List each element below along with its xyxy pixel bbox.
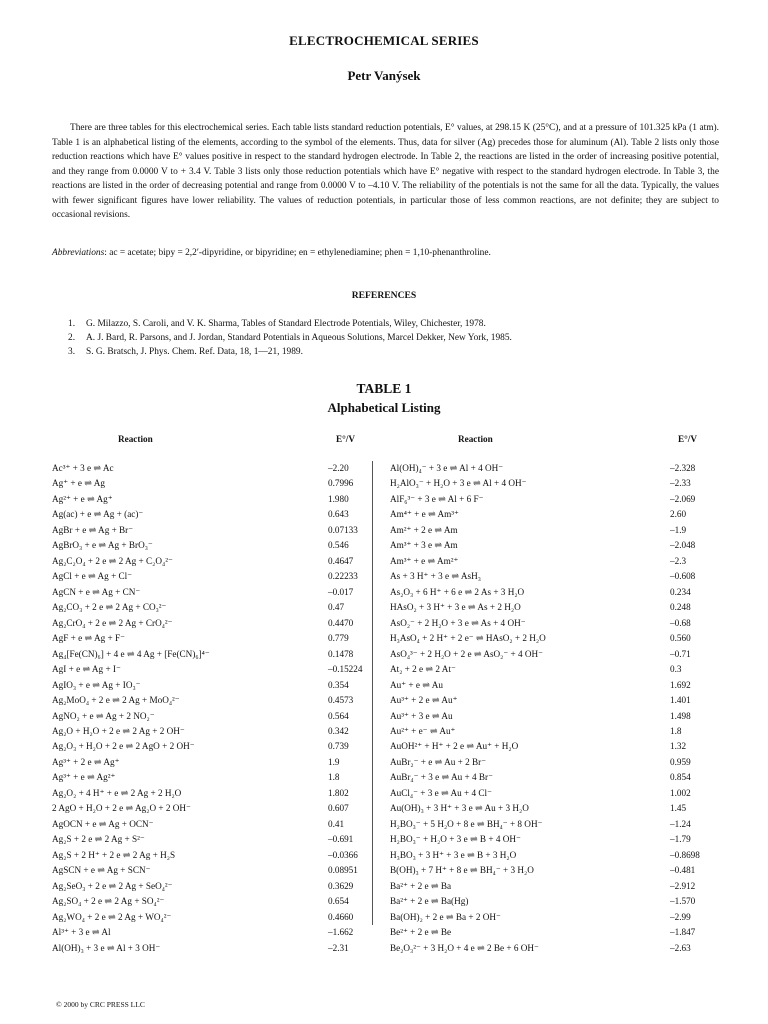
table-row xyxy=(390,879,720,894)
table-row xyxy=(52,786,370,801)
reaction-cell: AgOCN + e ⇌ Ag + OCN⁻ xyxy=(52,818,154,829)
table-row xyxy=(390,848,720,863)
potential-cell: –2.99 xyxy=(670,911,691,922)
table-row xyxy=(390,910,720,925)
reaction-cell: Al(OH)₃ + 3 e ⇌ Al + 3 OH⁻ xyxy=(52,942,161,953)
table-number: TABLE 1 xyxy=(356,381,412,396)
reaction-cell: AuBr₂⁻ + e ⇌ Au + 2 Br⁻ xyxy=(390,756,487,767)
potential-cell: –2.048 xyxy=(670,540,696,551)
table-row xyxy=(390,739,720,754)
table-row xyxy=(390,755,720,770)
table-row xyxy=(390,832,720,847)
reference-item xyxy=(52,317,719,331)
abbreviations-label: Abbreviations xyxy=(52,248,105,258)
table-row xyxy=(390,801,720,816)
table-row xyxy=(390,770,720,785)
left-potential-header: E°/V xyxy=(336,434,355,444)
reaction-cell: AgIO₃ + e ⇌ Ag + IO₃⁻ xyxy=(52,679,141,690)
potential-cell: –1.570 xyxy=(670,896,696,907)
potential-cell: 0.959 xyxy=(670,756,691,767)
reaction-cell: H₂AlO₃⁻ + H₂O + 3 e ⇌ Al + 4 OH⁻ xyxy=(390,478,527,489)
reaction-cell: Al³⁺ + 3 e ⇌ Al xyxy=(52,927,111,938)
reference-text: A. J. Bard, R. Parsons, and J. Jordan, Standard Potentials in Aqueous Solutions, Marcel Dekker, New York, 1985. xyxy=(86,333,512,343)
table-row xyxy=(52,585,370,600)
table-row xyxy=(52,507,370,522)
reaction-cell: Ag⁺ + e ⇌ Ag xyxy=(52,478,105,489)
potential-cell: –2.3 xyxy=(670,555,687,566)
reaction-cell: AlF₆³⁻ + 3 e ⇌ Al + 6 F⁻ xyxy=(390,493,484,504)
table-row xyxy=(52,879,370,894)
potential-cell: 0.560 xyxy=(670,633,691,644)
reaction-cell: AsO₂⁻ + 2 H₂O + 3 e ⇌ As + 4 OH⁻ xyxy=(390,617,526,628)
potential-cell: 0.654 xyxy=(328,896,349,907)
potential-cell: –0.017 xyxy=(328,586,354,597)
table-row xyxy=(52,616,370,631)
reaction-cell: Am²⁺ + 2 e ⇌ Am xyxy=(390,524,458,535)
reaction-cell: Au(OH)₃ + 3 H⁺ + 3 e ⇌ Au + 3 H₂O xyxy=(390,803,529,814)
table-row xyxy=(52,538,370,553)
table-row xyxy=(390,863,720,878)
reaction-cell: H₃BO₃ + 3 H⁺ + 3 e ⇌ B + 3 H₂O xyxy=(390,849,517,860)
potential-cell: 0.4470 xyxy=(328,617,354,628)
right-potential-header: E°/V xyxy=(678,434,697,444)
reaction-cell: As + 3 H⁺ + 3 e ⇌ AsH₃ xyxy=(390,571,481,582)
potential-cell: 0.41 xyxy=(328,818,345,829)
column-divider xyxy=(372,461,373,925)
potential-cell: 0.47 xyxy=(328,602,345,613)
reaction-cell: At₂ + 2 e ⇌ 2 At⁻ xyxy=(390,664,456,675)
potential-cell: –0.0366 xyxy=(328,849,358,860)
table-row xyxy=(390,647,720,662)
left-reaction-header: Reaction xyxy=(118,434,153,444)
table-row xyxy=(390,523,720,538)
potential-cell: 0.779 xyxy=(328,633,349,644)
potential-cell: –1.9 xyxy=(670,524,687,535)
table-title: Alphabetical Listing xyxy=(327,400,441,415)
table-row xyxy=(390,507,720,522)
potential-cell: 0.7996 xyxy=(328,478,354,489)
potential-cell: 0.22233 xyxy=(328,571,358,582)
reaction-cell: Ag₂C₂O₄ + 2 e ⇌ 2 Ag + C₂O₄²⁻ xyxy=(52,555,173,566)
reaction-cell: Ag₂S + 2 e ⇌ 2 Ag + S²⁻ xyxy=(52,834,145,845)
potential-cell: –0.68 xyxy=(670,617,691,628)
potential-cell: –2.20 xyxy=(328,463,349,473)
copyright-footer: © 2000 by CRC PRESS LLC xyxy=(56,1000,145,1009)
table-row xyxy=(52,492,370,507)
reaction-cell: Am³⁺ + e ⇌ Am²⁺ xyxy=(390,555,459,566)
potential-cell: –1.847 xyxy=(670,927,696,938)
reaction-cell: Ag³⁺ + e ⇌ Ag²⁺ xyxy=(52,772,116,783)
table-row xyxy=(52,569,370,584)
table-row xyxy=(390,538,720,553)
table-row xyxy=(52,910,370,925)
reaction-cell: Ba²⁺ + 2 e ⇌ Ba xyxy=(390,880,452,891)
potential-cell: –0.608 xyxy=(670,571,696,582)
table-row xyxy=(52,863,370,878)
reference-number: 1. xyxy=(68,319,76,329)
potential-cell: –2.63 xyxy=(670,942,691,953)
reaction-cell: H₃AsO₄ + 2 H⁺ + 2 e⁻ ⇌ HAsO₂ + 2 H₂O xyxy=(390,633,546,644)
table-row xyxy=(52,848,370,863)
reaction-cell: H₂BO₃⁻ + H₂O + 3 e ⇌ B + 4 OH⁻ xyxy=(390,834,521,845)
potential-cell: 0.3 xyxy=(670,664,682,675)
table-row xyxy=(390,817,720,832)
potential-cell: 0.07133 xyxy=(328,524,358,535)
reaction-cell: AgBrO₃ + e ⇌ Ag + BrO₃⁻ xyxy=(52,540,153,551)
table-row xyxy=(390,678,720,693)
potential-cell: 2.60 xyxy=(670,509,687,520)
potential-cell: –2.31 xyxy=(328,942,349,953)
potential-cell: –0.8698 xyxy=(670,849,700,860)
table-row xyxy=(390,709,720,724)
abbreviations-line xyxy=(52,246,719,260)
reaction-cell: AgCl + e ⇌ Ag + Cl⁻ xyxy=(52,571,133,582)
reaction-cell: AgSCN + e ⇌ Ag + SCN⁻ xyxy=(52,865,151,876)
table-row xyxy=(390,662,720,677)
reference-item xyxy=(52,345,719,359)
table-row xyxy=(52,678,370,693)
potential-cell: –1.79 xyxy=(670,834,691,845)
potential-cell: –1.662 xyxy=(328,927,354,938)
table-row xyxy=(52,461,370,476)
table-row xyxy=(390,631,720,646)
table-row xyxy=(52,647,370,662)
potential-cell: –0.15224 xyxy=(328,664,363,675)
table-row xyxy=(52,709,370,724)
potential-cell: 0.607 xyxy=(328,803,349,814)
potential-cell: 0.248 xyxy=(670,602,691,613)
potential-cell: 0.3629 xyxy=(328,880,354,891)
reaction-cell: Be²⁺ + 2 e ⇌ Be xyxy=(390,927,452,938)
table-row xyxy=(390,585,720,600)
reaction-cell: Ag₂O + H₂O + 2 e ⇌ 2 Ag + 2 OH⁻ xyxy=(52,725,185,736)
table-row xyxy=(52,693,370,708)
potential-cell: –2.069 xyxy=(670,493,696,504)
reaction-cell: Au³⁺ + 3 e ⇌ Au xyxy=(390,710,453,721)
references-heading: REFERENCES xyxy=(351,290,417,301)
reaction-cell: Ag₂SeO₃ + 2 e ⇌ 2 Ag + SeO₄²⁻ xyxy=(52,880,173,891)
potential-cell: –1.24 xyxy=(670,818,691,829)
potential-cell: 0.4660 xyxy=(328,911,354,922)
reaction-cell: Ag³⁺ + 2 e ⇌ Ag⁺ xyxy=(52,756,120,767)
document-title: ELECTROCHEMICAL SERIES xyxy=(289,33,479,48)
reaction-cell: H₂BO₃⁻ + 5 H₂O + 8 e ⇌ BH₄⁻ + 8 OH⁻ xyxy=(390,818,543,829)
reaction-cell: AgI + e ⇌ Ag + I⁻ xyxy=(52,664,121,675)
table-row xyxy=(52,770,370,785)
potential-cell: 0.854 xyxy=(670,772,691,783)
reaction-cell: As₂O₃ + 6 H⁺ + 6 e ⇌ 2 As + 3 H₂O xyxy=(390,586,525,597)
table-row xyxy=(390,925,720,940)
potential-cell: 1.401 xyxy=(670,695,691,706)
table-row xyxy=(52,801,370,816)
reaction-cell: Ag₂WO₄ + 2 e ⇌ 2 Ag + WO₄²⁻ xyxy=(52,911,172,922)
potential-cell: 0.4573 xyxy=(328,695,354,706)
reaction-cell: HAsO₂ + 3 H⁺ + 3 e ⇌ As + 2 H₂O xyxy=(390,602,521,613)
table-row xyxy=(52,832,370,847)
reaction-cell: AuBr₄⁻ + 3 e ⇌ Au + 4 Br⁻ xyxy=(390,772,493,783)
potential-cell: 0.546 xyxy=(328,540,349,551)
reaction-cell: AgBr + e ⇌ Ag + Br⁻ xyxy=(52,524,134,535)
potential-cell: –2.912 xyxy=(670,880,696,891)
table-row xyxy=(52,941,370,956)
reaction-cell: Al(OH)₄⁻ + 3 e ⇌ Al + 4 OH⁻ xyxy=(390,463,504,473)
reaction-cell: Ag₂CrO₄ + 2 e ⇌ 2 Ag + CrO₄²⁻ xyxy=(52,617,173,628)
reaction-cell: AuOH²⁺ + H⁺ + 2 e ⇌ Au⁺ + H₂O xyxy=(390,741,519,752)
table-row xyxy=(390,600,720,615)
reaction-cell: Ac³⁺ + 3 e ⇌ Ac xyxy=(52,463,114,473)
table-row xyxy=(52,631,370,646)
potential-cell: 0.1478 xyxy=(328,648,354,659)
reaction-cell: AsO₄³⁻ + 2 H₂O + 2 e ⇌ AsO₂⁻ + 4 OH⁻ xyxy=(390,648,544,659)
reference-number: 2. xyxy=(68,333,76,343)
reaction-cell: Ag²⁺ + e ⇌ Ag⁺ xyxy=(52,493,113,504)
potential-cell: 0.739 xyxy=(328,741,349,752)
reaction-cell: Ag₂MoO₄ + 2 e ⇌ 2 Ag + MoO₄²⁻ xyxy=(52,695,180,706)
potential-cell: –2.328 xyxy=(670,463,696,473)
reference-item xyxy=(52,331,719,345)
references-list xyxy=(52,317,719,359)
table-row xyxy=(390,693,720,708)
table-row xyxy=(52,662,370,677)
potential-cell: 0.354 xyxy=(328,679,349,690)
table-row xyxy=(390,461,720,476)
table-row xyxy=(52,476,370,491)
potential-cell: 1.980 xyxy=(328,493,349,504)
reaction-cell: B(OH)₃ + 7 H⁺ + 8 e ⇌ BH₄⁻ + 3 H₂O xyxy=(390,865,534,876)
potential-cell: 0.342 xyxy=(328,725,349,736)
table-row xyxy=(52,724,370,739)
table-row xyxy=(52,600,370,615)
potential-cell: –0.481 xyxy=(670,865,696,876)
table-row xyxy=(52,739,370,754)
reaction-cell: Am⁴⁺ + e ⇌ Am³⁺ xyxy=(390,509,459,520)
reaction-cell: Ag₂CO₃ + 2 e ⇌ 2 Ag + CO₃²⁻ xyxy=(52,602,167,613)
reaction-cell: AgCN + e ⇌ Ag + CN⁻ xyxy=(52,586,141,597)
table-row xyxy=(390,724,720,739)
reaction-cell: AgNO₂ + e ⇌ Ag + 2 NO₂⁻ xyxy=(52,710,155,721)
potential-cell: 0.564 xyxy=(328,710,349,721)
reaction-cell: AgF + e ⇌ Ag + F⁻ xyxy=(52,633,125,644)
table-row xyxy=(52,894,370,909)
potential-cell: 0.234 xyxy=(670,586,691,597)
table-right-column xyxy=(390,461,720,956)
potential-cell: 1.802 xyxy=(328,787,349,798)
potential-cell: 1.9 xyxy=(328,756,340,767)
reaction-cell: Au³⁺ + 2 e ⇌ Au⁺ xyxy=(390,695,458,706)
reaction-cell: Ba(OH)₂ + 2 e ⇌ Ba + 2 OH⁻ xyxy=(390,911,501,922)
reaction-cell: Au⁺ + e ⇌ Au xyxy=(390,679,443,690)
table-row xyxy=(52,523,370,538)
potential-cell: 1.32 xyxy=(670,741,687,752)
reaction-cell: Be₂O₃²⁻ + 3 H₂O + 4 e ⇌ 2 Be + 6 OH⁻ xyxy=(390,942,539,953)
potential-cell: 0.643 xyxy=(328,509,349,520)
potential-cell: 0.08951 xyxy=(328,865,358,876)
table-row xyxy=(52,817,370,832)
potential-cell: 1.498 xyxy=(670,710,691,721)
reaction-cell: AuCl₄⁻ + 3 e ⇌ Au + 4 Cl⁻ xyxy=(390,787,492,798)
reference-number: 3. xyxy=(68,347,76,357)
reaction-cell: Au²⁺ + e⁻ ⇌ Au⁺ xyxy=(390,725,456,736)
table-row xyxy=(390,492,720,507)
table-row xyxy=(52,755,370,770)
intro-paragraph: There are three tables for this electrochemical series. Each table lists standard reduction potentials, E° values, at 298.15 K (25°C), and at a pressure of 101.325 kPa (1 atm). Table 1 is an alphabetical listing of the elements, according to the symbol of the elements. Thus, data for silver (Ag) precedes those for aluminum (Al). Table 2 lists only those reduction reactions which have E° values positive in respect to the standard hydrogen electrode. In Table 2, the reactions are listed in the order of increasing positive potential, and they range from 0.0000 V to + 3.4 V. Table 3 lists only those reduction potentials which have E° negative with respect to the standard hydrogen electrode. In Table 3, the reactions are listed in the order of decreasing potential and range from 0.0000 V to –4.10 V. The reliability of the potentials is not the same for all the data. Typically, the values with fewer significant figures have lower reliability. The values of reduction potentials, in particular those of less common reactions, are not definite; they are subject to occasional revisions. xyxy=(52,123,719,220)
reaction-cell: Ag₂O₂ + 4 H⁺ + e ⇌ 2 Ag + 2 H₂O xyxy=(52,787,182,798)
table-row xyxy=(390,786,720,801)
potential-cell: 1.8 xyxy=(670,725,682,736)
potential-cell: –2.33 xyxy=(670,478,691,489)
potential-cell: 1.8 xyxy=(328,772,340,783)
table-row xyxy=(390,616,720,631)
potential-cell: 1.692 xyxy=(670,679,691,690)
reaction-cell: Ag₂SO₄ + 2 e ⇌ 2 Ag + SO₄²⁻ xyxy=(52,896,165,907)
reaction-cell: Ag(ac) + e ⇌ Ag + (ac)⁻ xyxy=(52,509,144,520)
table-row xyxy=(390,476,720,491)
reference-text: S. G. Bratsch, J. Phys. Chem. Ref. Data, 18, 1—21, 1989. xyxy=(86,347,303,357)
potential-cell: 0.4647 xyxy=(328,555,354,566)
table-row xyxy=(390,941,720,956)
table-row xyxy=(390,554,720,569)
table-row xyxy=(52,554,370,569)
reaction-cell: Am³⁺ + 3 e ⇌ Am xyxy=(390,540,458,551)
author-name: Petr Vanýsek xyxy=(347,68,421,83)
reaction-cell: 2 AgO + H₂O + 2 e ⇌ Ag₂O + 2 OH⁻ xyxy=(52,803,191,814)
abbreviations-text: : ac = acetate; bipy = 2,2′-dipyridine, or bipyridine; en = ethylenediamine; phen = 1,10-phenanthroline. xyxy=(104,248,491,258)
table-left-column xyxy=(52,461,370,956)
potential-cell: –0.691 xyxy=(328,834,354,845)
potential-cell: –0.71 xyxy=(670,648,691,659)
right-reaction-header: Reaction xyxy=(458,434,493,444)
table-row xyxy=(390,569,720,584)
reaction-cell: Ba²⁺ + 2 e ⇌ Ba(Hg) xyxy=(390,896,469,907)
reaction-cell: Ag₂S + 2 H⁺ + 2 e ⇌ 2 Ag + H₂S xyxy=(52,849,176,860)
potential-cell: 1.45 xyxy=(670,803,687,814)
reaction-cell: Ag₄[Fe(CN)₆] + 4 e ⇌ 4 Ag + [Fe(CN)₆]⁴⁻ xyxy=(52,648,210,659)
table-row xyxy=(390,894,720,909)
potential-cell: 1.002 xyxy=(670,787,691,798)
reaction-cell: Ag₂O₃ + H₂O + 2 e ⇌ 2 AgO + 2 OH⁻ xyxy=(52,741,195,752)
table-row xyxy=(52,925,370,940)
reference-text: G. Milazzo, S. Caroli, and V. K. Sharma, Tables of Standard Electrode Potentials, Wiley, Chichester, 1978. xyxy=(86,319,486,329)
